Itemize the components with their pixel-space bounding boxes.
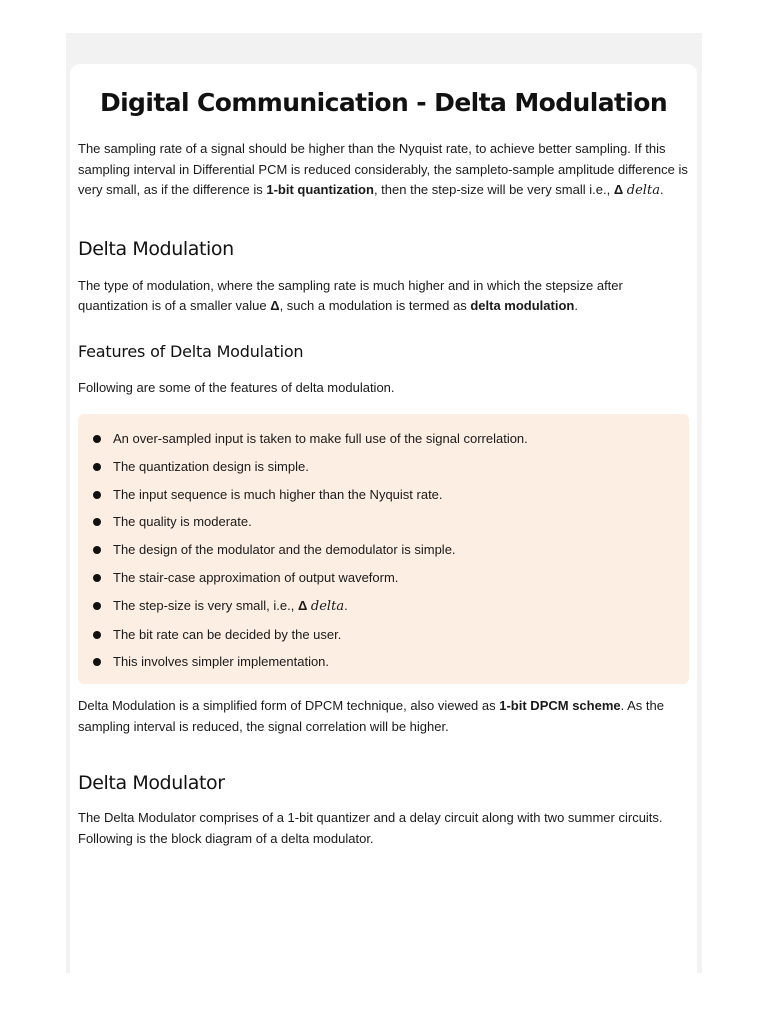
list-item xyxy=(92,592,689,621)
feature-text: This involves simpler implementation. xyxy=(113,654,330,670)
dm-delta-symbol: Δ xyxy=(270,298,280,313)
dpcm-text-1: Delta Modulation is a simplified form of DPCM technique, also viewed as xyxy=(78,698,500,714)
bullet-icon xyxy=(93,658,101,666)
dpcm-bold-1: 1-bit DPCM scheme xyxy=(499,698,621,714)
list-item xyxy=(92,481,689,509)
bullet-icon xyxy=(93,602,101,610)
list-item xyxy=(92,536,689,564)
heading-features: Features of Delta Modulation xyxy=(78,341,304,361)
list-item xyxy=(92,648,689,676)
delta-modulation-paragraph xyxy=(78,276,689,317)
article-card xyxy=(70,64,697,984)
list-item xyxy=(92,564,689,592)
intro-text-end: . xyxy=(659,182,664,197)
bullet-icon xyxy=(93,631,101,639)
intro-math-delta: delta xyxy=(626,183,660,198)
delta-modulator-paragraph: The Delta Modulator comprises of a 1-bit quantizer and a delay circuit along with two summer circuits. Following is the block diagram of a delta modulator. xyxy=(78,810,663,846)
dpcm-text-2: . As the sampling interval is reduced, the signal correlation will be higher. xyxy=(78,698,664,734)
feature-math-delta: delta xyxy=(310,598,345,614)
bullet-icon xyxy=(93,546,101,554)
dm-text-2: , such a modulation is termed as xyxy=(279,298,471,313)
heading-delta-modulation: Delta Modulation xyxy=(78,237,234,260)
list-item xyxy=(92,425,689,453)
bullet-icon xyxy=(93,574,101,582)
intro-delta-symbol: Δ xyxy=(613,182,624,197)
bullet-icon xyxy=(93,518,101,526)
feature-text: The stair-case approximation of output waveform. xyxy=(113,569,399,585)
dpcm-paragraph xyxy=(78,696,689,737)
dm-text-1: The type of modulation, where the sampling rate is much higher and in which the stepsize after quantization is of a smaller value xyxy=(78,277,623,313)
feature-text: The step-size is very small, i.e., xyxy=(113,597,298,613)
feature-delta-symbol: Δ xyxy=(297,597,308,613)
features-list xyxy=(92,425,689,676)
bullet-icon xyxy=(93,463,101,471)
feature-text: The quality is moderate. xyxy=(113,514,252,530)
dm-bold-1: delta modulation xyxy=(470,298,575,313)
feature-text: The quantization design is simple. xyxy=(113,458,309,474)
page-title: Digital Communication - Delta Modulation xyxy=(99,88,668,117)
intro-text-2: , then the step-size will be very small i.e., xyxy=(373,182,614,197)
intro-bold-1: 1-bit quantization xyxy=(266,182,374,197)
intro-text-1: The sampling rate of a signal should be higher than the Nyquist rate, to achieve better sampling. If this sampling interval in Differential PCM is reduced considerably, the sampleto-sample amplitude difference is very small, as if the difference is xyxy=(78,141,688,197)
feature-text: An over-sampled input is taken to make full use of the signal correlation. xyxy=(113,431,528,446)
dm-text-end: . xyxy=(574,298,578,313)
feature-text: The design of the modulator and the demodulator is simple. xyxy=(113,542,456,558)
bullet-icon xyxy=(93,491,101,499)
feature-text: The bit rate can be decided by the user. xyxy=(113,626,342,642)
list-item xyxy=(92,453,689,481)
list-item xyxy=(92,621,689,649)
features-box xyxy=(78,414,689,684)
bullet-icon xyxy=(93,435,101,443)
feature-text-end: . xyxy=(344,597,348,613)
feature-text: The input sequence is much higher than the Nyquist rate. xyxy=(113,486,443,502)
features-lead: Following are some of the features of delta modulation. xyxy=(78,379,395,395)
heading-delta-modulator: Delta Modulator xyxy=(78,772,225,795)
list-item xyxy=(92,508,689,536)
intro-paragraph xyxy=(78,139,689,202)
